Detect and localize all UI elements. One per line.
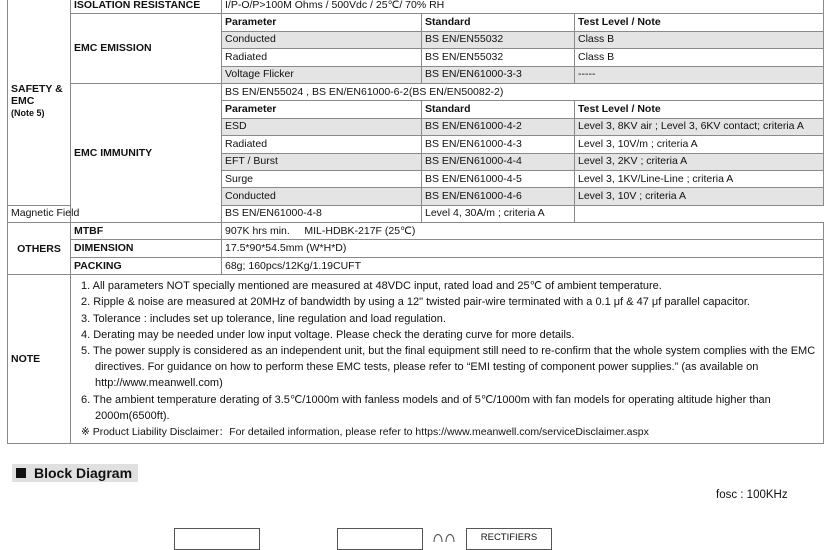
rectifiers-label: RECTIFIERS — [480, 532, 538, 543]
emission-level: Class B — [575, 31, 824, 48]
dimension-value: 17.5*90*54.5mm (W*H*D) — [222, 240, 824, 257]
emission-parameter: Conducted — [222, 31, 422, 48]
dimension-row — [8, 240, 824, 257]
immunity-level: Level 3, 2KV ; criteria A — [575, 153, 824, 170]
block-diagram-title: Block Diagram — [34, 465, 133, 481]
others-group: OTHERS — [8, 223, 71, 275]
immunity-standards-row — [8, 83, 824, 100]
emission-header-parameter: Parameter — [222, 14, 422, 31]
immunity-level: Level 3, 1KV/Line-Line ; criteria A — [575, 170, 824, 187]
immunity-standard: BS EN/EN61000-4-8 — [222, 205, 422, 222]
note-item: 2. Ripple & noise are measured at 20MHz of bandwidth by using a 12" twisted pair-wire terminated with a 0.1 μf & 47 μf parallel capacitor. — [81, 296, 750, 309]
packing-row — [8, 257, 824, 274]
note-item: 5. The power supply is considered as an independent unit, but the final equipment still need to re-confirm that the whole system complies with the EMC directives. For guidance on how to perform these EMC tests, please refer to “EMI testing of component power supplies.” (as available on http://www.meanwell.com) — [81, 345, 816, 390]
note-item: 6. The ambient temperature derating of 3.5℃/1000m with fanless models and of 5℃/1000m with fan models for operating altitude higher than 2000m(6500ft). — [81, 393, 771, 422]
immunity-standard: BS EN/EN61000-4-2 — [422, 118, 575, 135]
packing-label: PACKING — [71, 257, 222, 274]
emission-standard: BS EN/EN61000-3-3 — [422, 66, 575, 83]
immunity-level: Level 3, 8KV air ; Level 3, 6KV contact; criteria A — [575, 118, 824, 135]
emc-emission-label: EMC EMISSION — [71, 14, 222, 84]
immunity-standard: BS EN/EN61000-4-5 — [422, 170, 575, 187]
emission-parameter: Radiated — [222, 49, 422, 66]
immunity-level: Level 4, 30A/m ; criteria A — [422, 205, 575, 222]
immunity-parameter: ESD — [222, 118, 422, 135]
note-item: 4. Derating may be needed under low input voltage. Please check the derating curve for more details. — [81, 328, 575, 341]
immunity-header-level: Test Level / Note — [575, 101, 824, 118]
emission-header-standard: Standard — [422, 14, 575, 31]
spec-table — [7, 0, 824, 444]
note-item: 3. Tolerance : includes set up tolerance, line regulation and load regulation. — [81, 312, 446, 325]
dimension-label: DIMENSION — [71, 240, 222, 257]
immunity-parameter: Surge — [222, 170, 422, 187]
immunity-level: Level 3, 10V ; criteria A — [575, 188, 824, 205]
group-label-line2: EMC — [11, 94, 35, 107]
square-bullet-icon — [16, 468, 26, 478]
immunity-standard: BS EN/EN61000-4-3 — [422, 136, 575, 153]
immunity-standard: BS EN/EN61000-4-4 — [422, 153, 575, 170]
immunity-standards: BS EN/EN55024 , BS EN/EN61000-6-2(BS EN/EN50082-2) — [222, 83, 824, 100]
packing-value: 68g; 160pcs/12Kg/1.19CUFT — [222, 257, 824, 274]
immunity-parameter: Conducted — [222, 188, 422, 205]
note-row — [8, 275, 824, 444]
note-list — [77, 278, 817, 424]
emission-standard: BS EN/EN55032 — [422, 49, 575, 66]
immunity-parameter: EFT / Burst — [222, 153, 422, 170]
mtbf-value: 907K hrs min. MIL-HDBK-217F (25℃) — [222, 223, 824, 240]
emission-standard: BS EN/EN55032 — [422, 31, 575, 48]
emission-level: Class B — [575, 49, 824, 66]
group-note: (Note 5) — [11, 107, 45, 118]
rectifiers-block — [466, 528, 552, 550]
emission-header-level: Test Level / Note — [575, 14, 824, 31]
note-group: NOTE — [8, 275, 71, 444]
emc-immunity-label: EMC IMMUNITY — [71, 83, 222, 222]
block-diagram-heading — [12, 464, 138, 482]
group-label-line1: SAFETY & — [11, 82, 63, 95]
immunity-level: Level 3, 10V/m ; criteria A — [575, 136, 824, 153]
diagram-block — [337, 528, 423, 550]
product-liability-disclaimer: ※ Product Liability Disclaimer：For detailed information, please refer to https://www.meanwell.com/serviceDisclaimer.aspx — [81, 426, 649, 439]
immunity-header-parameter: Parameter — [222, 101, 422, 118]
immunity-header-standard: Standard — [422, 101, 575, 118]
mtbf-row — [8, 223, 824, 240]
fosc-label: fosc : 100KHz — [716, 489, 788, 501]
emission-parameter: Voltage Flicker — [222, 66, 422, 83]
safety-emc-group — [8, 0, 71, 205]
diagram-block — [174, 528, 260, 550]
emission-header-row — [8, 14, 824, 31]
immunity-parameter: Magnetic Field — [8, 205, 71, 222]
emission-level: ----- — [575, 66, 824, 83]
isolation-label: ISOLATION RESISTANCE — [71, 0, 222, 14]
immunity-standard: BS EN/EN61000-4-6 — [422, 188, 575, 205]
isolation-value: I/P-O/P>100M Ohms / 500Vdc / 25℃/ 70% RH — [222, 0, 824, 14]
immunity-parameter: Radiated — [222, 136, 422, 153]
mtbf-label: MTBF — [71, 223, 222, 240]
note-content — [71, 275, 824, 444]
note-item: 1. All parameters NOT specially mentioned are measured at 48VDC input, rated load and 25℃ of ambient temperature. — [81, 280, 662, 293]
isolation-row — [8, 0, 824, 14]
